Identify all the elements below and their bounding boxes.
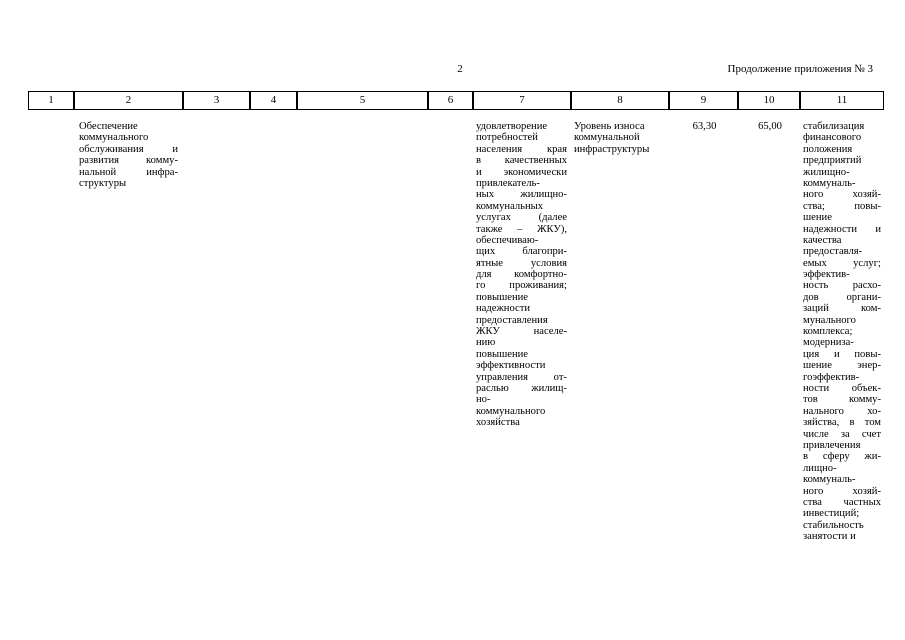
cell-text-line: ства частных: [803, 496, 881, 508]
cell-text-line: предоставля-: [803, 246, 863, 258]
cell-text-line: шение: [803, 212, 832, 224]
cell-text-line: и экономически: [476, 166, 567, 178]
cell-text-line: коммунальных: [476, 200, 544, 212]
cell-text-line: удовлетворение: [476, 121, 548, 132]
cell-text-line: предоставления: [476, 314, 548, 326]
cell-text-line: ятные условия: [476, 257, 567, 269]
cell-text-line: для комфортно-: [476, 269, 567, 281]
cell-goal: [476, 121, 567, 429]
cell-value-10: 65,00: [758, 121, 782, 132]
cell-text-line: нальной инфра-: [79, 166, 178, 178]
column-header-9: 9: [669, 91, 738, 110]
cell-text-line: коммунального: [79, 132, 149, 144]
cell-text-line: ция и повы-: [803, 348, 881, 360]
page-number: 2: [457, 63, 463, 75]
column-header-7: 7: [473, 91, 571, 110]
cell-text-line: Уровень износа: [574, 121, 645, 132]
cell-text-line: населения края: [476, 143, 567, 155]
cell-text-line: также – ЖКУ),: [476, 223, 567, 235]
cell-text-line: гоэффектив-: [803, 371, 860, 383]
cell-text-line: коммуналь-: [803, 177, 856, 189]
cell-text-line: нального хо-: [803, 405, 881, 417]
cell-text-line: шение энер-: [803, 360, 881, 372]
cell-text-line: тов комму-: [803, 394, 881, 406]
cell-text-line: дов органи-: [803, 291, 881, 303]
cell-text-line: ность расхо-: [803, 280, 881, 292]
cell-program-name: [79, 121, 178, 189]
column-header-6: 6: [428, 91, 473, 110]
cell-text-line: инвестиций;: [803, 508, 860, 520]
cell-text-line: предприятий: [803, 155, 862, 167]
cell-text-line: ного хозяй-: [803, 189, 881, 201]
cell-value-9: 63,30: [692, 121, 717, 132]
cell-text-line: управления от-: [476, 371, 567, 383]
cell-text-line: привлечения: [803, 439, 861, 451]
column-header-3: 3: [183, 91, 250, 110]
cell-expected-results: [803, 121, 881, 542]
cell-text-line: надежности и: [803, 223, 881, 235]
cell-text-line: структуры: [79, 177, 127, 189]
cell-text-line: Обеспечение: [79, 121, 138, 132]
cell-text-line: стабильность: [803, 519, 864, 531]
continuation-note: Продолжение приложения № 3: [727, 63, 873, 75]
cell-text-line: обслуживания и: [79, 143, 178, 155]
column-header-10: 10: [738, 91, 800, 110]
cell-text-line: повышение: [476, 348, 528, 360]
cell-indicator: [574, 121, 670, 155]
cell-text-line: финансового: [803, 132, 862, 144]
cell-text-line: нию: [476, 337, 496, 349]
cell-text-line: раслью жилищ-: [476, 382, 567, 394]
cell-text-line: ства; повы-: [803, 200, 881, 212]
cell-text-line: ности объек-: [803, 382, 881, 394]
cell-text-line: привлекатель-: [476, 177, 540, 189]
cell-text-line: ного хозяй-: [803, 485, 881, 497]
cell-text-line: го проживания;: [476, 280, 567, 292]
cell-text-line: развития комму-: [79, 155, 178, 167]
cell-text-line: жилищно-: [803, 166, 850, 178]
table-header-row: [28, 91, 884, 110]
cell-text-line: щих благопри-: [476, 246, 567, 258]
cell-text-line: эффектив-: [803, 269, 850, 281]
cell-text-line: коммуналь-: [803, 474, 856, 486]
cell-text-line: ЖКУ населе-: [476, 326, 567, 338]
column-header-2: 2: [74, 91, 183, 110]
cell-text-line: коммунального: [476, 405, 546, 417]
column-header-5: 5: [297, 91, 428, 110]
cell-text-line: повышение: [476, 291, 528, 303]
cell-text-line: надежности: [476, 303, 531, 315]
cell-text-line: в сферу жи-: [803, 451, 881, 463]
cell-text-line: емых услуг;: [803, 257, 881, 269]
cell-text-line: хозяйства: [476, 417, 520, 429]
cell-text-line: комплекса;: [803, 326, 853, 338]
column-header-4: 4: [250, 91, 297, 110]
cell-text-line: зяйства, в том: [803, 417, 881, 429]
cell-text-line: коммунальной: [574, 132, 640, 144]
column-header-1: 1: [28, 91, 74, 110]
cell-text-line: в качественных: [476, 155, 567, 167]
cell-text-line: обеспечиваю-: [476, 234, 539, 246]
cell-text-line: услугах (далее: [476, 212, 567, 224]
cell-text-line: модерниза-: [803, 337, 854, 349]
cell-text-line: положения: [803, 143, 853, 155]
cell-text-line: потребностей: [476, 132, 538, 144]
cell-text-line: числе за счет: [803, 428, 881, 440]
cell-text-line: лищно-: [803, 462, 837, 474]
cell-text-line: занятости и: [803, 531, 856, 543]
cell-text-line: заций ком-: [803, 303, 881, 315]
cell-text-line: ных жилищно-: [476, 189, 567, 201]
cell-text-line: но-: [476, 394, 491, 406]
column-header-8: 8: [571, 91, 669, 110]
cell-text-line: качества: [803, 234, 842, 246]
column-header-11: 11: [800, 91, 884, 110]
cell-text-line: эффективности: [476, 360, 546, 372]
cell-text-line: инфраструктуры: [574, 143, 650, 155]
cell-text-line: стабилизация: [803, 121, 865, 132]
cell-text-line: мунального: [803, 314, 856, 326]
